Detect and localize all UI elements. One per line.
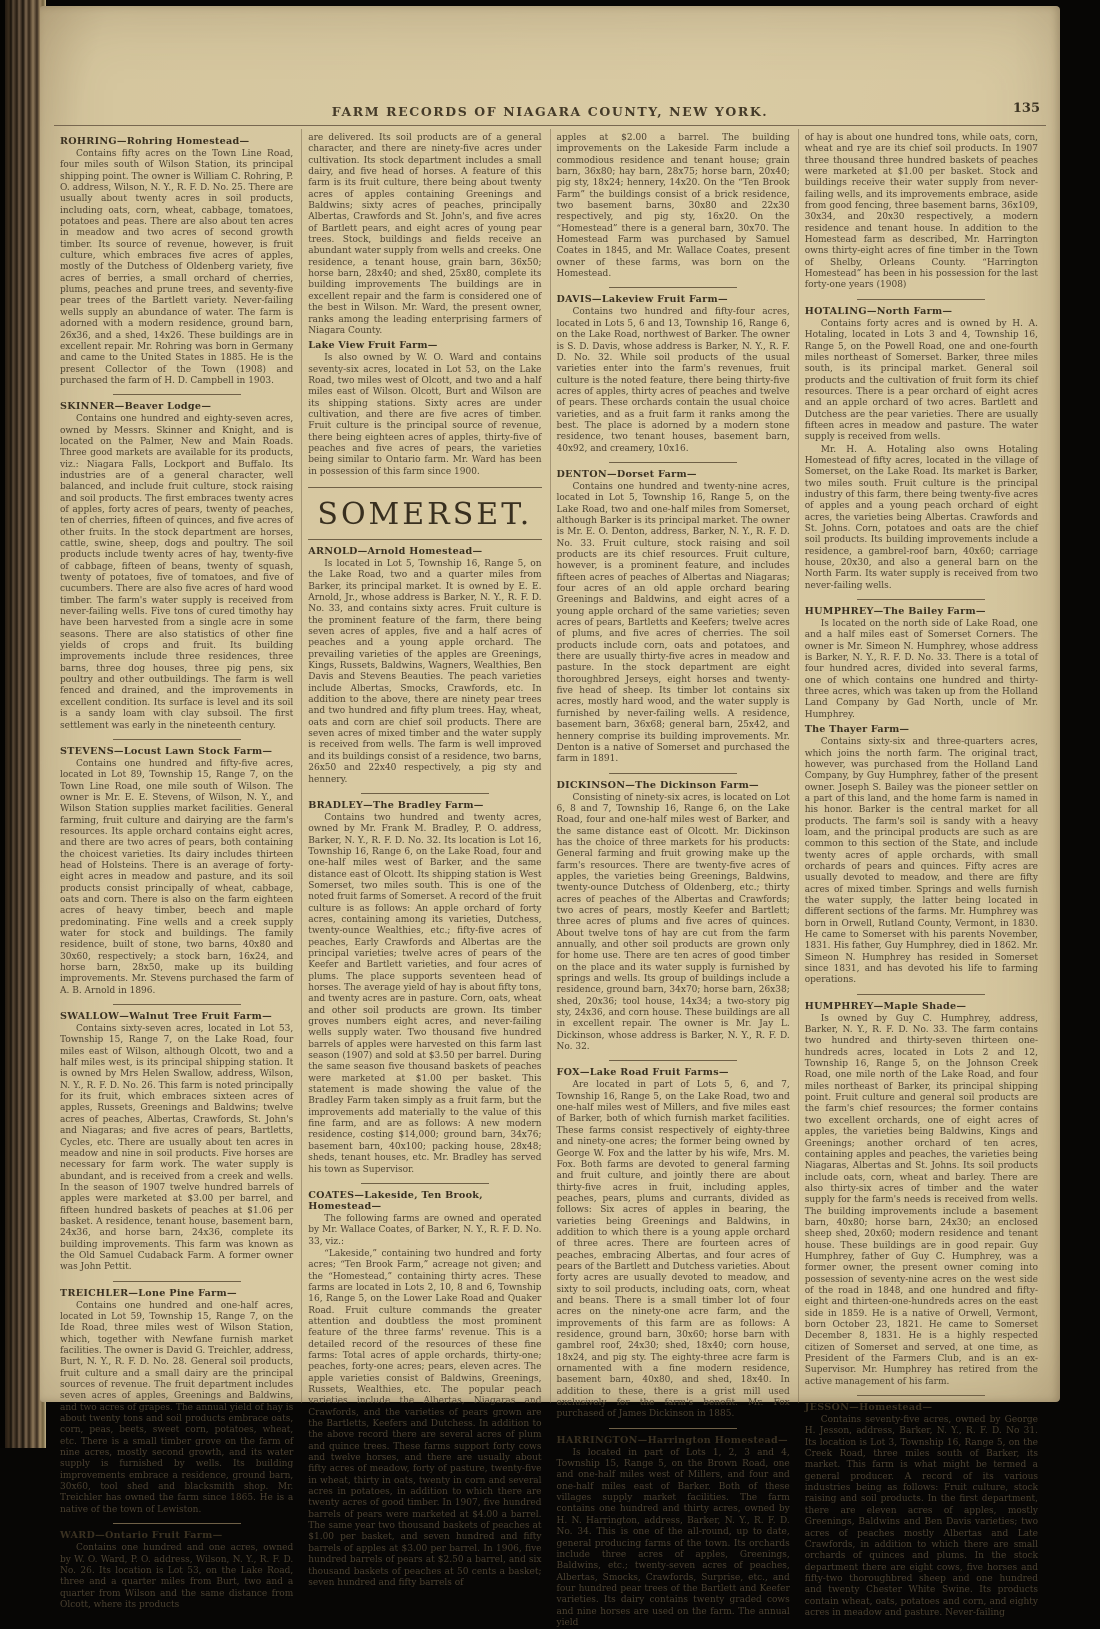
entry-separator-rule [609,287,737,288]
entry-separator-rule [361,1183,489,1184]
column-3 [551,129,799,1628]
entry-paragraph: The following farms are owned and operated by Mr. Wallace Coates, of Barker, N. Y., R. F. D. No. 33, viz.: [308,1213,542,1247]
entry-paragraph: Is located on the north side of Lake Road, one and a half miles east of Somerset Corners. The owner is Mr. Simeon N. Humphrey, whose address is Barker, N. Y., R. F. D. No. 33. There is a total of four hundred acres, divided into several farms, one of which contains one hundred and thirty-three acres, which was taken up from the Holland Land Company by Gad North, uncle of Mr. Humphrey. [804,619,1038,720]
entry-paragraph: Is also owned by W. O. Ward and contains seventy-six acres, located in Lot 53, on the Lake Road, two miles west of Olcott, and two and a half miles east of Wilson. Olcott, Burt and Wilson are its shipping stations. Sixty acres are under cultivation, and there are five acres of timber. Fruit culture is the principal source of revenue, there being eighteen acres of apples, thirty-five of peaches and five acres of pears, the varieties being similar to Ontario farm. Mr. Ward has been in possession of this farm since 1900. [308,353,542,477]
entry-separator-rule [857,299,985,300]
entry-paragraph: Are located in part of Lots 5, 6, and 7, Township 16, Range 5, on the Lake Road, two and one-half miles west of Millers, and five miles east of Barker, both of which furnish market facilities. These farms consist respectively of eighty-three and ninety-one acres; the former being owned by George W. Fox and the latter by his wife, Mrs. M. Fox. Both farms are devoted to general farming and fruit culture, and jointly there are about thirty-five acres in fruit, including apples, peaches, pears, plums and currants, divided as follows: Six acres of apples in bearing, the varieties being Greenings and Baldwins, in addition to which there is a young apple orchard of three acres. There are fourteen acres of peaches, embracing Albertas, and four acres of pears of the Bartlett and Dutchess varieties. About forty acres are usually devoted to meadow, and sixty to soil products, including oats, corn, wheat and beans. There is a small timber lot of four acres on the ninety-one acre farm, and the improvements of this farm are as follows: A residence, ground barn, 30x60; horse barn with gambrel roof, 24x30; shed, 18x40; corn house, 18x24, and pig sty. The eighty-three acre farm is ornamented with a fine modern residence, basement barn, 40x80, and shed, 18x40. In addition to these, there is a grist mill used exclusively for the farm's benefit. Mr. Fox purchased of James Dickinson in 1885. [556,1080,790,1420]
entry-paragraph: Contains sixty-seven acres, located in Lot 53, Township 15, Range 7, on the Lake Road, four miles east of Wilson, although Olcott, two and a half miles west, is its principal shipping station. It is owned by Mrs Helen Swallow, address, Wilson, N. Y., R. F. D. No. 26. This farm is noted principally for its fruit, which embraces sixteen acres of apples, Russets, Greenings and Baldwins; twelve acres of peaches, Albertas, Crawfords, St. John's and Niagaras; and five acres of pears, Bartletts, Cycles, etc. There are usually about ten acres in meadow and nine in soil products. Five horses are necessary for farm work. The water supply is abundant, and is received from a creek and wells. In the season of 1907 twelve hundred barrels of apples were marketed at $3.00 per barrel, and fifteen hundred baskets of peaches at $1.06 per basket. A residence, tenant house, basement barn, 24x36, and horse barn, 24x36, complete its building improvements. This farm was known as the Old Samuel Cudaback Farm. A former owner was John Pettit. [60,1024,294,1273]
entry-subheading: Lake View Fruit Farm— [308,340,438,352]
entry-separator-rule [609,773,737,774]
entry-separator-rule [609,1060,737,1061]
entry-paragraph: Contains one hundred and fifty-five acres, located in Lot 89, Township 15, Range 7, on the Town Line Road, one mile south of Wilson. The owner is Mr. E. E. Stevens, of Wilson, N. Y., and Wilson Station supplies market facilities. General farming, fruit culture and dairying are the farm's resources. Its apple orchard contains eight acres, and there are two acres of pears, both containing the choicest varieties. Its dairy includes thirteen head of Holsteins. There is an average of forty-eight acres in meadow and pasture, and its soil products consist principally of wheat, cabbage, oats and corn. There is also on the farm eighteen acres of heavy timber, beech and maple predominating. Fine wells and a creek supply water for stock and buildings. The family residence, built of stone, two barns, 40x80 and 30x60, respectively; a stock barn, 16x24, and horse barn, 28x50, make up its building improvements. Mr. Stevens purchased the farm of A. B. Arnold in 1896. [60,758,294,996]
entry-heading: STEVENS—Locust Lawn Stock Farm— [60,745,273,757]
entry-heading: HARRINGTON—Harrington Homestead— [556,1434,788,1446]
entry-paragraph: Contains forty acres and is owned by H. A. Hotaling, located in Lots 3 and 4, Township 16, Range 5, on the Powell Road, one and one-fourth miles northeast of Somerset. Barker, three miles south, is its principal market. General soil products and the cultivation of fruit form its chief resources. There is a pear orchard of eight acres and an apple orchard of two acres. Bartlett and Dutchess are the pear varieties. There are usually fifteen acres in meadow and pasture. The water supply is received from wells. [804,318,1038,443]
entry-separator-rule [361,793,489,794]
entry-heading: SWALLOW—Walnut Tree Fruit Farm— [60,1011,273,1023]
entry-paragraph: Contains seventy-five acres, owned by George H. Jesson, address, Barker, N. Y., R. F. D. No 31. Its location is Lot 3, Township 16, Range 5, on the Creek Road, three miles south of Barker, its market. This farm is what might be termed a general producer. A record of its various industries being as follows: Fruit culture, stock raising and soil products. In the first department, there are eleven acres of apples, mostly Greenings, Baldwins and Ben Davis varieties; two acres of peaches mostly Albertas and Late Crawfords, in addition to which there are small orchards of quinces and plums. In the stock department there are eight cows, five horses and fifty-two thoroughbred sheep and one hundred and twenty Chester White Swine. Its products contain wheat, oats, potatoes and corn, and eighty acres in meadow and pasture. Never-failing [804,1415,1038,1618]
text-columns [54,129,1046,1628]
page-header-title: FARM RECORDS OF NIAGARA COUNTY, NEW YORK. [331,104,769,119]
entry-paragraph: Contains two hundred and twenty acres, owned by Mr. Frank M. Bradley, P. O. address, Barker, N. Y., R. F. D. No. 32. Its location is Lot 16, Township 16, Range 6, on the Lake Road, four and one-half miles west of Barker, and the same distance east of Olcott. Its shipping station is West Somerset, two miles south. This is one of the noted fruit farms of Somerset. A record of the fruit culture is as follows: An apple orchard of forty acres, containing among its varieties, Dutchess, twenty-ounce Wealthies, etc.; fifty-five acres of peaches, Early Crawfords and Albertas are the principal varieties; twelve acres of pears of the Keefer and Bartlett varieties, and four acres of plums. The place supports seventeen head of horses. The average yield of hay is about fifty tons, and twenty acres are in pasture. Corn, oats, wheat and other soil products are grown. Its timber groves numbers eight acres, and never-failing wells supply water. Two thousand five hundred barrels of apples were harvested on this farm last season (1907) and sold at $3.50 per barrel. During the same season five thousand baskets of peaches were marketed at $1.00 per basket. This statement is made showing the value of the Bradley Farm taken simply as a fruit farm, but the improvements add materially to the value of this fine farm, and are as follows: A new modern residence, costing $14,000; ground barn, 34x76; basement barn, 40x100; packing house, 28x48; sheds, tenant houses, etc. Mr. Bradley has served his town as Supervisor. [308,812,542,1175]
entry-heading: JESSON—Homestead— [804,1402,933,1414]
header-rule [54,125,1046,126]
entry-separator-rule [857,994,985,995]
entry-heading: HUMPHREY—Maple Shade— [804,1000,967,1012]
entry-separator-rule [857,599,985,600]
entry-separator-rule [113,1281,241,1282]
entry-heading: ARNOLD—Arnold Homestead— [308,545,483,557]
entry-separator-rule [857,1395,985,1396]
entry-heading: ROHRING—Rohring Homestead— [60,136,250,147]
entry-heading: HOTALING—North Farm— [804,305,953,317]
entry-heading: SKINNER—Beaver Lodge— [60,401,212,413]
entry-heading: DAVIS—Lakeview Fruit Farm— [556,294,728,306]
entry-heading: COATES—Lakeside, Ten Brook, Homestead— [308,1189,483,1212]
column-4 [799,129,1046,1618]
entry-paragraph: Contains one hundred and eighty-seven acres, owned by Messrs. Skinner and Knight, and is located on the Palmer, New and Main Roads. Three good markets are available for its products, viz.: Niagara Falls, Lockport and Buffalo. Its industries are of a general character, well balanced, and include fruit culture, stock raising and soil products. The first embraces twenty acres of apples, forty acres of pears, twenty of peaches, ten of cherries, fifteen of quinces, and five acres of other fruits. In the stock department are horses, cattle, swine, sheep, dogs and poultry. The soil products include twenty acres of hay, twenty-five of cabbage, fifteen of beans, twenty of squash, twenty of potatoes, five of tomatoes, and five of cucumbers. There are also five acres of hard wood timber. The farm's water supply is received from never-failing wells. Five tons of cured timothy hay have been harvested from a single acre in some seasons. There are also statistics of other fine yields of crops and fruit. Its building improvements include three residences, three barns, three dog houses, three pig pens, six poultry and other outbuildings. The farm is well fenced and drained, and the improvements in excellent condition. Its surface is level and its soil is a sandy loam with clay subsoil. The first settlement was early in the nineteenth century. [60,414,294,731]
entry-paragraph: Contains one hundred and twenty-nine acres, located in Lot 5, Township 16, Range 5, on the Lake Road, two and one-half miles from Somerset, although Barker is its principal market. The owner is Mr. E. O. Denton, address, Barker, N. Y., R. F. D. No. 33. Fruit culture, stock raising and soil products are its chief resources. Fruit culture, however, is a prominent feature, and includes fifteen acres of peaches of Albertas and Niagaras; four acres of an old apple orchard bearing Greenings and Baldwins, and eight acres of a young apple orchard of the same varieties; seven acres of pears, Bartletts and Keefers; twelve acres of plums, and five acres of cherries. The soil products include corn, oats and potatoes, and there are usually thirty-five acres in meadow and pasture. In the stock department are eight thoroughbred Jerseys, eight horses and twenty-five head of sheep. Its timber lot contains six acres, mostly hard wood, and the water supply is furnished by never-failing wells. A residence, basement barn, 36x68; general barn, 25x42, and hennery comprise its building improvements. Mr. Denton is a native of Somerset and purchased the farm in 1891. [556,481,790,765]
entry-paragraph: Is located in Lot 5, Township 16, Range 5, on the Lake Road, two and a quarter miles from Barker, its principal market. It is owned by E. E. Arnold, Jr., whose address is Barker, N. Y., R. F. D. No. 33, and contains sixty acres. Fruit culture is the prominent feature of the farm, there being seven acres of apples, five and a half acres of peaches and a young apple orchard. The prevailing varieties of the apples are Greenings, Kings, Russets, Baldwins, Wagners, Wealthies, Ben Davis and Stevens Beauties. The peach varieties include Albertas, Smocks, Crawfords, etc. In addition to the above, there are ninety pear trees and two hundred and fifty plum trees. Hay, wheat, oats and corn are chief soil products. There are seven acres of mixed timber and the water supply is received from wells. The farm is well improved and its buildings consist of a residence, two barns, 26x50 and 22x40 respectively, a pig sty and hennery. [308,558,542,785]
entry-paragraph: Contains two hundred and fifty-four acres, located in Lots 5, 6 and 13, Township 16, Range 6, on the Lake Road, northwest of Barker. The owner is S. D. Davis, whose address is Barker, N. Y., R. F. D. No. 32. While soil products of the usual varieties enter into the farm's revenues, fruit culture is the noted feature, there being thirty-five acres of apples, thirty acres of peaches and twelve of pears. These orchards contain the usual choice varieties, and as a fruit farm it ranks among the best. The place is adorned by a modern stone residence, two tenant houses, basement barn, 40x92, and creamery, 10x16. [556,307,790,454]
entry-separator-rule [113,739,241,740]
entry-paragraph: Is located in part of Lots 1, 2, 3 and 4, Township 15, Range 5, on the Brown Road, one and one-half miles west of Millers, and four and one-half miles east of Barker. Both of these villages supply market facilities. The farm contains one hundred and thirty acres, owned by H. N. Harrington, address, Barker, N. Y., R. F. D. No. 34. This is one of the all-round, up to date, general producing farms of the town. Its orchards include three acres of apples, Greenings, Baldwins, etc.; twenty-seven acres of peaches, Albertas, Smocks, Crawfords, Surprise, etc., and four hundred pear trees of the Bartlett and Keefer varieties. Its dairy contains twenty graded cows and nine horses are used on the farm. The annual yield [556,1447,790,1628]
column-1 [54,129,302,1610]
entry-subheading: The Thayer Farm— [804,724,910,736]
entry-heading: DENTON—Dorset Farm— [556,468,697,480]
entry-paragraph: Contains one hundred and one acres, owned by W. O. Ward, P. O. address, Wilson, N. Y., R. F. D. No. 26. Its location is Lot 53, on the Lake Road, three and a quarter miles from Burt, two and a quarter from Wilson and the same distance from Olcott, where its products [60,1543,294,1610]
continuation-paragraph: of hay is about one hundred tons, while oats, corn, wheat and rye are its chief soil products. In 1907 three thousand three hundred baskets of peaches were marketed at $1.00 per basket. Stock and buildings receive their water supply from never-failing wells, and its improvements embrace, aside from good fencing, three basement barns, 36x109, 30x34, and 20x30 respectively, a modern residence and tenant house. In addition to the Homestead farm as described, Mr. Harrington owns thirty-eight acres of fine timber in the Town of Shelby, Orleans County. “Harrington Homestead” has been in his possession for the last forty-one years (1908) [804,133,1038,291]
entry-paragraph: Is owned by Guy C. Humphrey, address, Barker, N. Y., R. F. D. No. 33. The farm contains two hundred and thirty-seven thirteen one-hundreds acres, located in Lots 2 and 12, Township 16, Range 5, on the Johnson Creek Road, one mile north of the Lake Road, and four miles northeast of Barker, its principal shipping point. Fruit culture and general soil products are the farm's chief resources; the former contains two excellent orchards, one of eight acres of apples, the varieties being Baldwins, Kings and Greenings; another orchard of ten acres, containing apples and peaches, the varieties being Niagaras, Albertas and St. Johns. Its soil products include oats, corn, wheat and barley. There are also thirty-six acres of timber and the water supply for the farm's needs is received from wells. The building improvements include a basement barn, 40x80; horse barn, 24x30; an enclosed sheep shed, 20x60; modern residence and tenant house. These buildings are in good repair. Guy Humphrey, father of Guy C. Humphrey, was a former owner, the present owner coming into possession of seventy-nine acres on the west side of the road in 1848, and one hundred and fifty-eight and thirteen-one-hundreds acres on the east side in 1859. He is a native of Orwell, Vermont, born October 23, 1821. He came to Somerset December 8, 1831. He is a highly respected citizen of Somerset and served, at one time, as President of the Farmers Club, and is an ex-Supervisor. Mr. Humphrey has retired from the active management of his farm. [804,1013,1038,1387]
entry-paragraph: “Lakeside,” containing two hundred and forty acres; “Ten Brook Farm,” acreage not given; and the “Homestead,” containing thirty acres. These farms are located in Lots 2, 10, 8 and 6, Township 16, Range 5, on the Lower Lake Road and Quaker Road. Fruit culture commands the greater attention and doubtless the most prominent feature of the three farms' revenue. This is a detailed record of the resources of these fine farms: Total acres of apple orchards, thirty-one; peaches, forty-one acres; pears, eleven acres. The apple varieties consist of Baldwins, Greenings, Russets, Wealthies, etc. The popular peach varieties include the Albertas, Niagaras and Crawfords, and the varieties of pears grown are the Bartletts, Keefers and Dutchess. In addition to the above record there are several acres of plum and quince trees. These farms support forty cows and twelve horses, and there are usually about fifty acres of meadow, forty of pasture, twenty-five in wheat, thirty in oats, twenty in corn and several acres in potatoes, in addition to which there are twenty acres of good timber. In 1907, five hundred barrels of pears were marketed at $4.00 a barrel. The same year two thousand baskets of peaches at $1.00 per basket, and seven hundred and fifty barrels of apples at $3.00 per barrel. In 1906, five hundred barrels of pears at $2.50 a barrel, and six thousand baskets of peaches at 50 cents a basket; seven hundred and fifty barrels of [308,1248,542,1588]
entry-separator-rule [113,394,241,395]
entry-paragraph: Contains one hundred and one-half acres, located in Lot 59, Township 15, Range 7, on the Ide Road, three miles west of Wilson Station, which, together with Newfane furnish market facilities. The owner is David G. Treichler, address, Burt, N. Y., R. F. D. No. 28. General soil products, fruit culture and a small dairy are the principal sources of revenue. The fruit department includes seven acres of apples, Greenings and Baldwins, and two acres of grapes. The annual yield of hay is about twenty tons and soil products embrace oats, corn, peas, beets, sweet corn, potatoes, wheat, etc. There is a small timber grove on the farm of nine acres, mostly second growth, and its water supply is furnished by wells. Its building improvements embrace a residence, ground barn, 30x60, tool shed and blacksmith shop. Mr. Treichler has owned the farm since 1865. He is a native of the town of Lewiston. [60,1300,294,1515]
column-2 [302,129,550,1588]
page-number: 135 [1012,101,1040,116]
entry-paragraph: Consisting of ninety-six acres, is located on Lot 6, 8 and 7, Township 16, Range 6, on the Lake Road, four and one-half miles west of Barker, and the same distance east of Olcott. Mr. Dickinson has the choice of three markets for his products: General farming and fruit growing make up the farm's resources. There are twenty-five acres of apples, the varieties being Greenings, Baldwins, twenty-ounce Dutchess of Oldenberg, etc.; thirty acres of peaches of the Albertas and Crawfords; two acres of pears, mostly Keefer and Bartlett; three acres of plums and five acres of quinces. About twelve tons of hay are cut from the farm annually, and other soil products are grown only for home use. There are ten acres of good timber on the place and its water supply is furnished by springs and wells. Its group of buildings include a residence, ground barn, 34x70; horse barn, 26x38; shed, 20x36; tool house, 14x34; a two-story pig sty, 24x36, and corn house. These buildings are all in excellent repair. The owner is Mr. Jay L. Dickinson, whose address is Barker, N. Y., R. F. D. No. 32. [556,792,790,1053]
entry-heading: BRADLEY—The Bradley Farm— [308,799,484,811]
entry-paragraph: Mr. H. A. Hotaling also owns Hotaling Homestead of fifty acres, located in the village of Somerset, on the Lake Road. Its market is Barker, two miles south. Fruit culture is the principal industry of this farm, there being twenty-five acres of apples and a young peach orchard of eight acres, the varieties being Albertas. Crawfords and St. Johns. Corn, potatoes and oats are the chief soil products. Its building improvements include a residence, a gambrel-roof barn, 40x60; carriage house, 20x30, and also a general barn on the North Farm. Its water supply is received from two never-failing wells. [804,444,1038,591]
entry-heading: FOX—Lake Road Fruit Farms— [556,1067,729,1079]
page-header [40,6,1060,120]
entry-heading: HUMPHREY—The Bailey Farm— [804,606,986,618]
continuation-paragraph: are delivered. Its soil products are of a general character, and there are ninety-five acres under cultivation. Its stock department includes a small dairy, and five head of horses. A feature of this farm is its fruit culture, there being about twenty acres of apples containing Greenings and Baldwins; sixty acres of peaches, principally Albertas, Crawfords and St. John's, and five acres of Bartlett pears, and eight acres of young pear trees. Stock, buildings and fields receive an abundant water supply from wells and creeks. One residence, a tenant house, grain barn, 36x50; horse barn, 28x40; and shed, 25x80, complete its building improvements The buildings are in excellent repair and the farm is considered one of the best in Wilson. Mr. Ward, the present owner, ranks among the leading enterprising farmers of Niagara County. [308,133,542,336]
town-section-heading-text: SOMERSET. [317,496,533,532]
entry-heading: WARD—Ontario Fruit Farm— [60,1530,223,1542]
entry-heading: TREICHLER—Lone Pine Farm— [60,1287,237,1299]
entry-separator-rule [609,462,737,463]
entry-paragraph: Contains sixty-six and three-quarters acres, which joins the north farm. The original tract, however, was purchased from the Holland Land Company, by Guy Humphrey, father of the present owner. Joseph S. Bailey was the pioneer settler on a part of this land, and the home farm is named in his honor. Barker is the central market for all products. The farm's soil is sandy with a heavy loam, and the principal products are such as are common to this section of the State, and include twenty acres of apple orchards, with small orchards of pears and quinces. Fifty acres are usually devoted to meadow, and there are fifty acres of mixed timber. Springs and wells furnish the water supply, the latter being located in different sections of the farms. Mr. Humphrey was born in Orwell, Rutland County, Vermont, in 1830. He came to Somerset with his parents November, 1831. His father, Guy Humphrey, died in 1862. Mr. Simeon N. Humphrey has resided in Somerset since 1831, and has devoted his life to farming operations. [804,737,1038,986]
entry-paragraph: Contains fifty acres on the Town Line Road, four miles south of Wilson Station, its principal shipping point. The owner is William C. Rohring, P. O. address, Wilson, N. Y., R. F. D. No. 25. There are usually about twenty acres in soil products, including oats, corn, wheat, cabbage, tomatoes, potatoes and peas. There are also about ten acres in meadow and two acres of second growth timber. Its source of revenue, however, is fruit culture, which embraces five acres of apples, mostly of the Dutchess of Oldenberg variety, five acres of berries, a small orchard of cherries, plums, peaches and prune trees, and seventy-five pear trees of the Bartlett variety. Never-failing wells supply an abundance of water. The farm is adorned with a modern residence, ground barn, 26x36, and a shed, 14x26. These buildings are in excellent repair. Mr. Rohring was born in Germany and came to the United States in 1885. He is the present Collector of the Town (1908) and purchased the farm of H. D. Campbell in 1903. [60,149,294,386]
entry-heading: DICKINSON—The Dickinson Farm— [556,779,759,791]
entry-separator-rule [113,1004,241,1005]
town-section-heading [308,487,541,540]
continuation-paragraph: apples at $2.00 a barrel. The building improvements on the Lakeside Farm include a commodious residence and tenant house; grain barn, 36x80; hay barn, 28x75; horse barn, 20x40; pig sty, 18x24; hennery, 14x20. On the “Ten Brook Farm” the buildings consist of a brick residence, two basement barns, 30x80 and 22x30 respectively, and pig sty, 16x20. On the “Homestead” there is a general barn, 30x70. The Homestead Farm was purchased by Samuel Coates in 1845, and Mr. Wallace Coates, present owner of these farms, was born on the Homestead. [556,133,790,280]
entry-separator-rule [113,1523,241,1524]
book-page [40,6,1060,1628]
entry-separator-rule [609,1428,737,1429]
